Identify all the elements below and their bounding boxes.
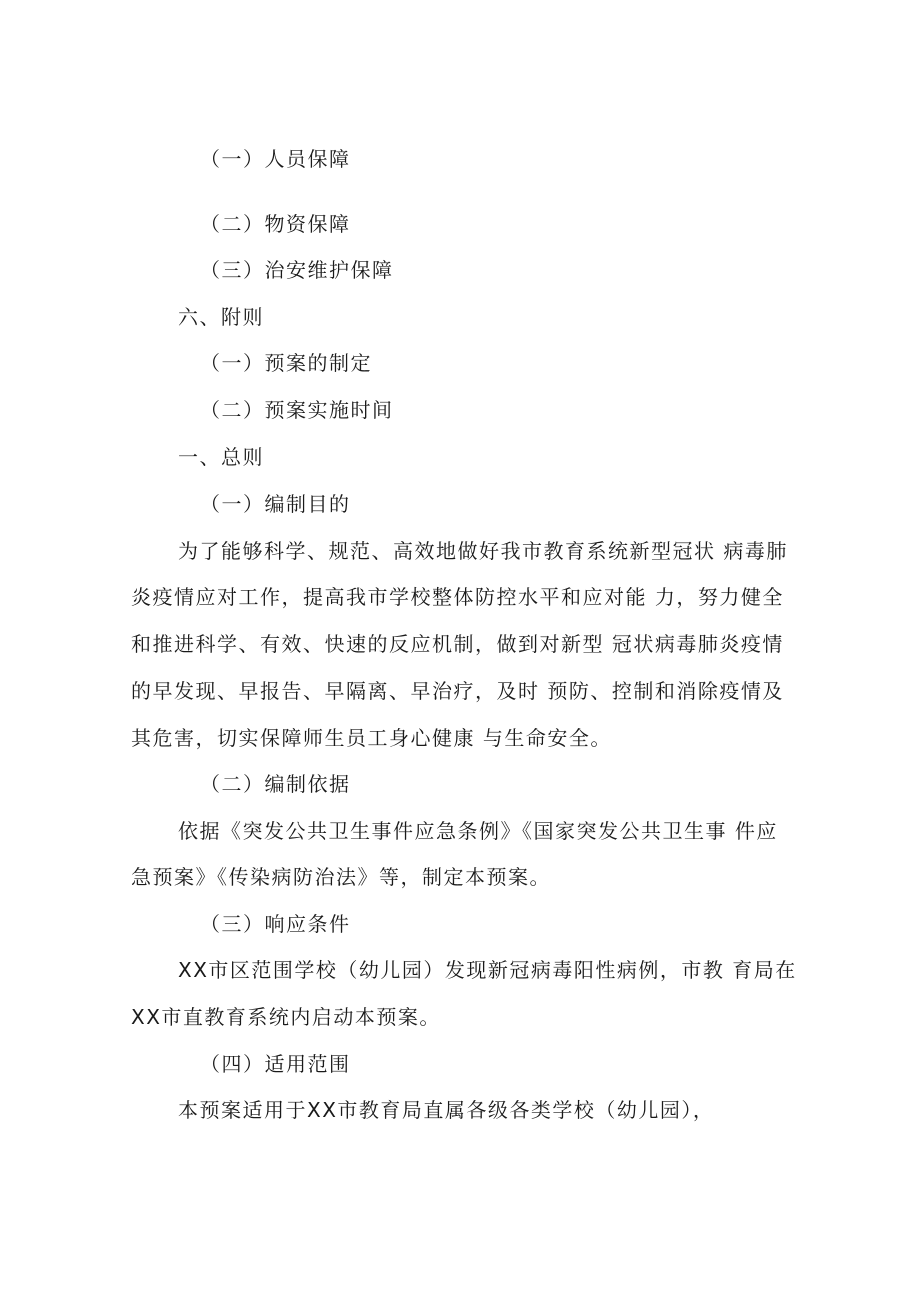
section-heading-general: 一、总则 — [178, 445, 264, 469]
paragraph-line: 本预案适用于XX市教育局直属各级各类学校（幼儿园）， — [178, 1098, 715, 1122]
subheading-response-conditions: （三）响应条件 — [200, 912, 351, 936]
section-heading-appendix: 六、附则 — [178, 305, 264, 329]
subheading-security: （三）治安维护保障 — [200, 258, 394, 282]
paragraph-line: 炎疫情应对工作，提高我市学校整体防控水平和应对能 力，努力健全 — [131, 585, 784, 609]
subheading-personnel: （一）人员保障 — [200, 147, 351, 171]
paragraph-line: 其危害，切实保障师生员工身心健康 与生命安全。 — [131, 726, 612, 750]
subheading-purpose: （一）编制目的 — [200, 492, 351, 516]
subheading-plan-formulation: （一）预案的制定 — [200, 351, 372, 375]
paragraph-line: 为了能够科学、规范、高效地做好我市教育系统新型冠状 病毒肺 — [178, 539, 788, 563]
paragraph-line: 和推进科学、有效、快速的反应机制，做到对新型 冠状病毒肺炎疫情 — [131, 632, 784, 656]
paragraph-line: 依据《突发公共卫生事件应急条例》《国家突发公共卫生事 件应 — [178, 819, 778, 843]
paragraph-line: XX市直教育系统内启动本预案。 — [131, 1005, 441, 1029]
subheading-scope: （四）适用范围 — [200, 1052, 351, 1076]
paragraph-line: 的早发现、早报告、早隔离、早治疗，及时 预防、控制和消除疫情及 — [131, 679, 784, 703]
subheading-materials: （二）物资保障 — [200, 212, 351, 236]
paragraph-line: XX市区范围学校（幼儿园）发现新冠病毒阳性病例，市教 育局在 — [178, 958, 797, 982]
subheading-implementation-time: （二）预案实施时间 — [200, 398, 394, 422]
paragraph-line: 急预案》《传染病防治法》等，制定本预案。 — [131, 865, 551, 889]
subheading-basis: （二）编制依据 — [200, 772, 351, 796]
